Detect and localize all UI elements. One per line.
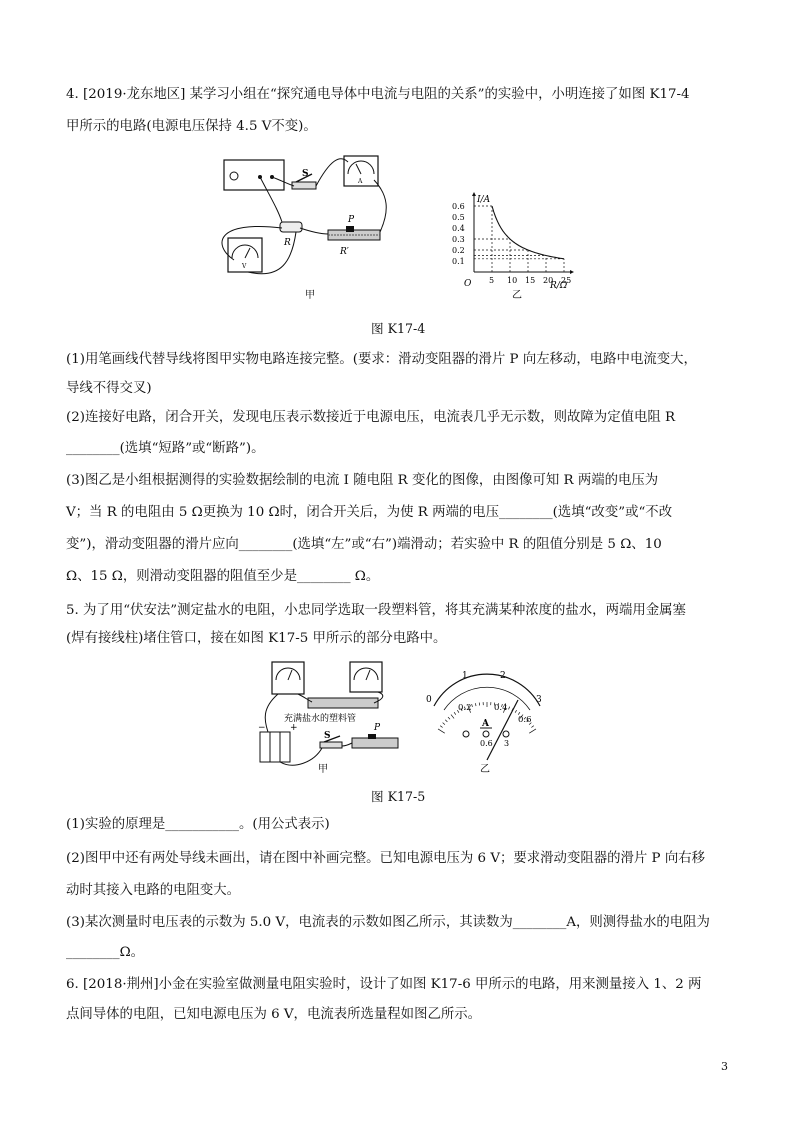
q5-figure-caption: 图 K17-5 xyxy=(371,789,426,804)
outer-scale-3: 3 xyxy=(536,695,542,705)
outer-scale-0: 0 xyxy=(426,695,432,705)
fixed-resistor xyxy=(280,222,302,232)
switch xyxy=(292,182,316,189)
dial-tick xyxy=(445,720,447,722)
dial-tick xyxy=(509,707,510,710)
dial-tick xyxy=(529,729,536,733)
q5-line-1: 5. 为了用“伏安法”测定盐水的电阻，小忠同学选取一段塑料管，将其充满某种浓度的盐水，两端用金属塞 xyxy=(66,603,686,618)
q4-sub-4: ________(选填“短路”或“断路”)。 xyxy=(66,441,265,456)
y-tick-label: 0.4 xyxy=(452,224,465,233)
y-tick-label: 0.2 xyxy=(452,246,465,255)
inner-scale-0-2: 0.2 xyxy=(458,703,472,713)
q4-sub-2: 导线不得交叉) xyxy=(66,381,152,396)
q4-line-1: 4. [2019·龙东地区] 某学习小组在“探究通电导体中电流与电阻的关系”的实验中，小明连接了如图 K17-4 xyxy=(66,87,690,102)
battery-plus: + xyxy=(290,723,298,733)
q4-figure-caption: 图 K17-4 xyxy=(371,321,426,336)
q6-line-2: 点间导体的电阻，已知电源电压为 6 V，电流表所选量程如图乙所示。 xyxy=(66,1007,482,1022)
rheostat-label: R′ xyxy=(340,247,349,257)
q4-sub-6: V；当 R 的电阻由 5 Ω更换为 10 Ω时，闭合开关后，为使 R 两端的电压________(选填“改变”或“不改 xyxy=(66,505,673,520)
fig-jia-label: 甲 xyxy=(318,764,328,775)
voltmeter-label: V xyxy=(242,263,247,270)
x-tick-label: 25 xyxy=(561,276,572,285)
switch-label: S xyxy=(324,731,331,741)
dial-tick xyxy=(454,712,456,714)
outer-scale-2: 2 xyxy=(500,671,506,681)
terminal-0-6: 0.6 xyxy=(480,739,493,748)
outer-scale-1: 1 xyxy=(462,671,468,681)
dial-tick xyxy=(451,715,454,719)
terminal-3: 3 xyxy=(504,739,510,748)
slider-label: P xyxy=(374,723,381,733)
inner-scale-0-4: 0.4 xyxy=(494,703,508,713)
y-tick-label: 0.1 xyxy=(452,257,465,266)
x-tick-label: 5 xyxy=(489,276,495,285)
q5-sub-3: 动时其接入电路的电阻变大。 xyxy=(66,883,241,898)
y-tick-label: 0.5 xyxy=(452,213,465,222)
q5-sub-5: ________Ω。 xyxy=(66,945,145,960)
y-tick-label: 0.3 xyxy=(452,235,465,244)
switch xyxy=(320,742,342,748)
fig-yi-label: 乙 xyxy=(480,764,490,775)
q4-sub-5: (3)图乙是小组根据测得的实验数据绘制的电流 I 随电阻 R 变化的图像，由图像可知 R 两端的电压为 xyxy=(66,473,659,488)
switch-label: S xyxy=(302,169,309,179)
power-supply xyxy=(224,160,284,190)
figure-k17-5-yi-ammeter xyxy=(422,664,552,776)
x-tick-label: 20 xyxy=(543,276,554,285)
tube-label: 充满盐水的塑料管 xyxy=(284,714,357,724)
figure-k17-5-jia xyxy=(254,658,404,776)
dial-tick xyxy=(440,726,442,728)
y-tick-label: 0.6 xyxy=(452,202,465,211)
dial-tick xyxy=(443,723,445,725)
dial-tick xyxy=(448,717,450,719)
q4-line-2: 甲所示的电路(电源电压保持 4.5 V不变)。 xyxy=(66,119,317,134)
saltwater-tube xyxy=(308,698,378,708)
q5-sub-2: (2)图甲中还有两处导线未画出，请在图中补画完整。已知电源电压为 6 V；要求滑动变阻器的滑片 P 向右移 xyxy=(66,851,705,866)
y-axis-label: I/A xyxy=(477,195,491,205)
rheostat xyxy=(352,738,398,748)
q4-sub-3: (2)连接好电路，闭合开关，发现电压表示数接近于电源电压，电流表几乎无示数，则故障为定值电阻 R xyxy=(66,410,676,425)
ammeter-label: A xyxy=(358,178,363,185)
dial-tick xyxy=(438,729,445,733)
q5-line-2: (焊有接线柱)堵住管口，接在如图 K17-5 甲所示的部分电路中。 xyxy=(66,631,447,646)
q6-line-1: 6. [2018·荆州]小金在实验室做测量电阻实验时，设计了如图 K17-6 甲所示的电路，用来测量接入 1、2 两 xyxy=(66,977,702,992)
x-tick-label: 15 xyxy=(525,276,536,285)
x-tick-label: 10 xyxy=(507,276,518,285)
q4-sub-7: 变”)，滑动变阻器的滑片应向________(选填“左”或“右”)端滑动；若实验中 R 的阻值分别是 5 Ω、10 xyxy=(66,537,662,552)
page-number: 3 xyxy=(721,1060,728,1073)
dial-tick xyxy=(531,726,533,728)
q5-sub-1: (1)实验的原理是___________。(用公式表示) xyxy=(66,817,330,832)
battery-minus: − xyxy=(258,723,266,733)
battery xyxy=(260,732,290,762)
slider-label: P xyxy=(348,215,355,225)
voltmeter xyxy=(272,662,304,694)
resistor-label: R xyxy=(284,238,291,248)
dial-tick xyxy=(475,703,476,706)
x-axis-label: R/Ω xyxy=(550,281,568,291)
q5-sub-4: (3)某次测量时电压表的示数为 5.0 V，电流表的示数如图乙所示，其读数为________A，则测得盐水的电阻为 xyxy=(66,915,710,930)
inner-scale-0-6: 0.6 xyxy=(518,715,532,725)
dial-tick xyxy=(472,704,473,707)
fig-jia-label: 甲 xyxy=(305,290,315,300)
fig-yi-label: 乙 xyxy=(512,290,522,300)
ammeter-a-label: A xyxy=(482,719,489,729)
dial-tick xyxy=(515,710,517,713)
figure-k17-4-jia xyxy=(212,150,412,300)
figure-k17-4-yi-graph xyxy=(450,190,580,300)
q4-sub-8: Ω、15 Ω，则滑动变阻器的阻值至少是________ Ω。 xyxy=(66,569,380,584)
origin-label: O xyxy=(464,279,472,289)
q4-sub-1: (1)用笔画线代替导线将图甲实物电路连接完整。(要求：滑动变阻器的滑片 P 向左移动，电路中电流变大， xyxy=(66,352,697,367)
